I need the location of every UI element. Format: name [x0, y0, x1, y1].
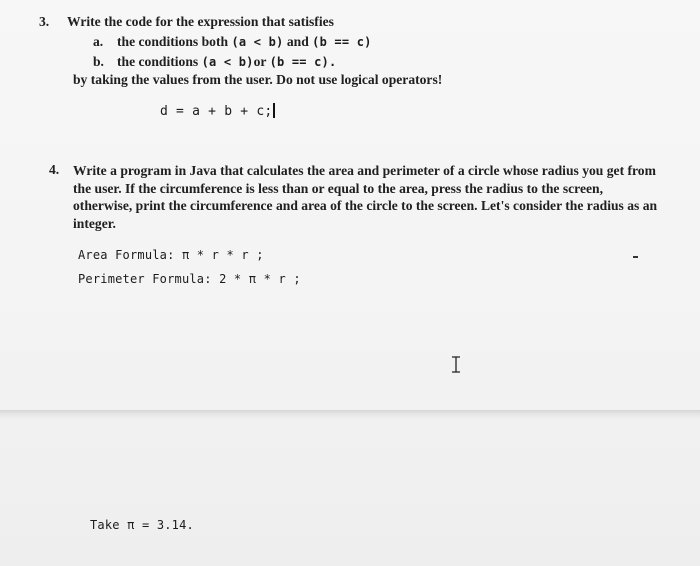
text-cursor — [273, 103, 275, 118]
question-3-instruction: by taking the values from the user. Do not use logical operators! — [73, 72, 443, 87]
question-3-number: 3. — [39, 14, 50, 29]
perimeter-formula: Perimeter Formula: 2 * π * r ; — [78, 272, 301, 286]
item-b-letter: b. — [93, 54, 104, 69]
question-3-item-b — [93, 54, 336, 70]
code-expression-text: d = a + b + c; — [160, 104, 273, 119]
item-b-condition-1: (a < b) — [201, 55, 254, 69]
area-formula: Area Formula: π * r * r ; — [78, 248, 264, 262]
item-b-condition-2: (b == c). — [269, 55, 337, 69]
dash-mark — [633, 256, 638, 258]
question-3-title: Write the code for the expression that satisfies — [67, 14, 334, 29]
code-expression[interactable] — [160, 103, 275, 119]
item-b-prefix: the conditions — [117, 54, 202, 69]
item-b-joiner: or — [253, 54, 270, 69]
item-a-joiner: and — [283, 34, 313, 49]
item-a-prefix: the conditions both — [117, 34, 232, 49]
ibeam-cursor-icon — [450, 356, 462, 373]
question-4-text: Write a program in Java that calculates the area and perimeter of a circle whose radius you get from the user. If the circumference is less than or equal to the area, press the radius to the screen, otherwise, print the circumference and area of the circle to the screen. Let's consider the radius as an integer. — [73, 163, 658, 231]
item-a-letter: a. — [93, 34, 104, 49]
page-divider — [0, 410, 700, 420]
item-a-condition-1: (a < b) — [231, 35, 284, 49]
question-4-number: 4. — [49, 162, 60, 177]
pi-value-note: Take π = 3.14. — [90, 518, 194, 532]
question-3-item-a — [93, 34, 372, 50]
item-a-condition-2: (b == c) — [312, 35, 372, 49]
